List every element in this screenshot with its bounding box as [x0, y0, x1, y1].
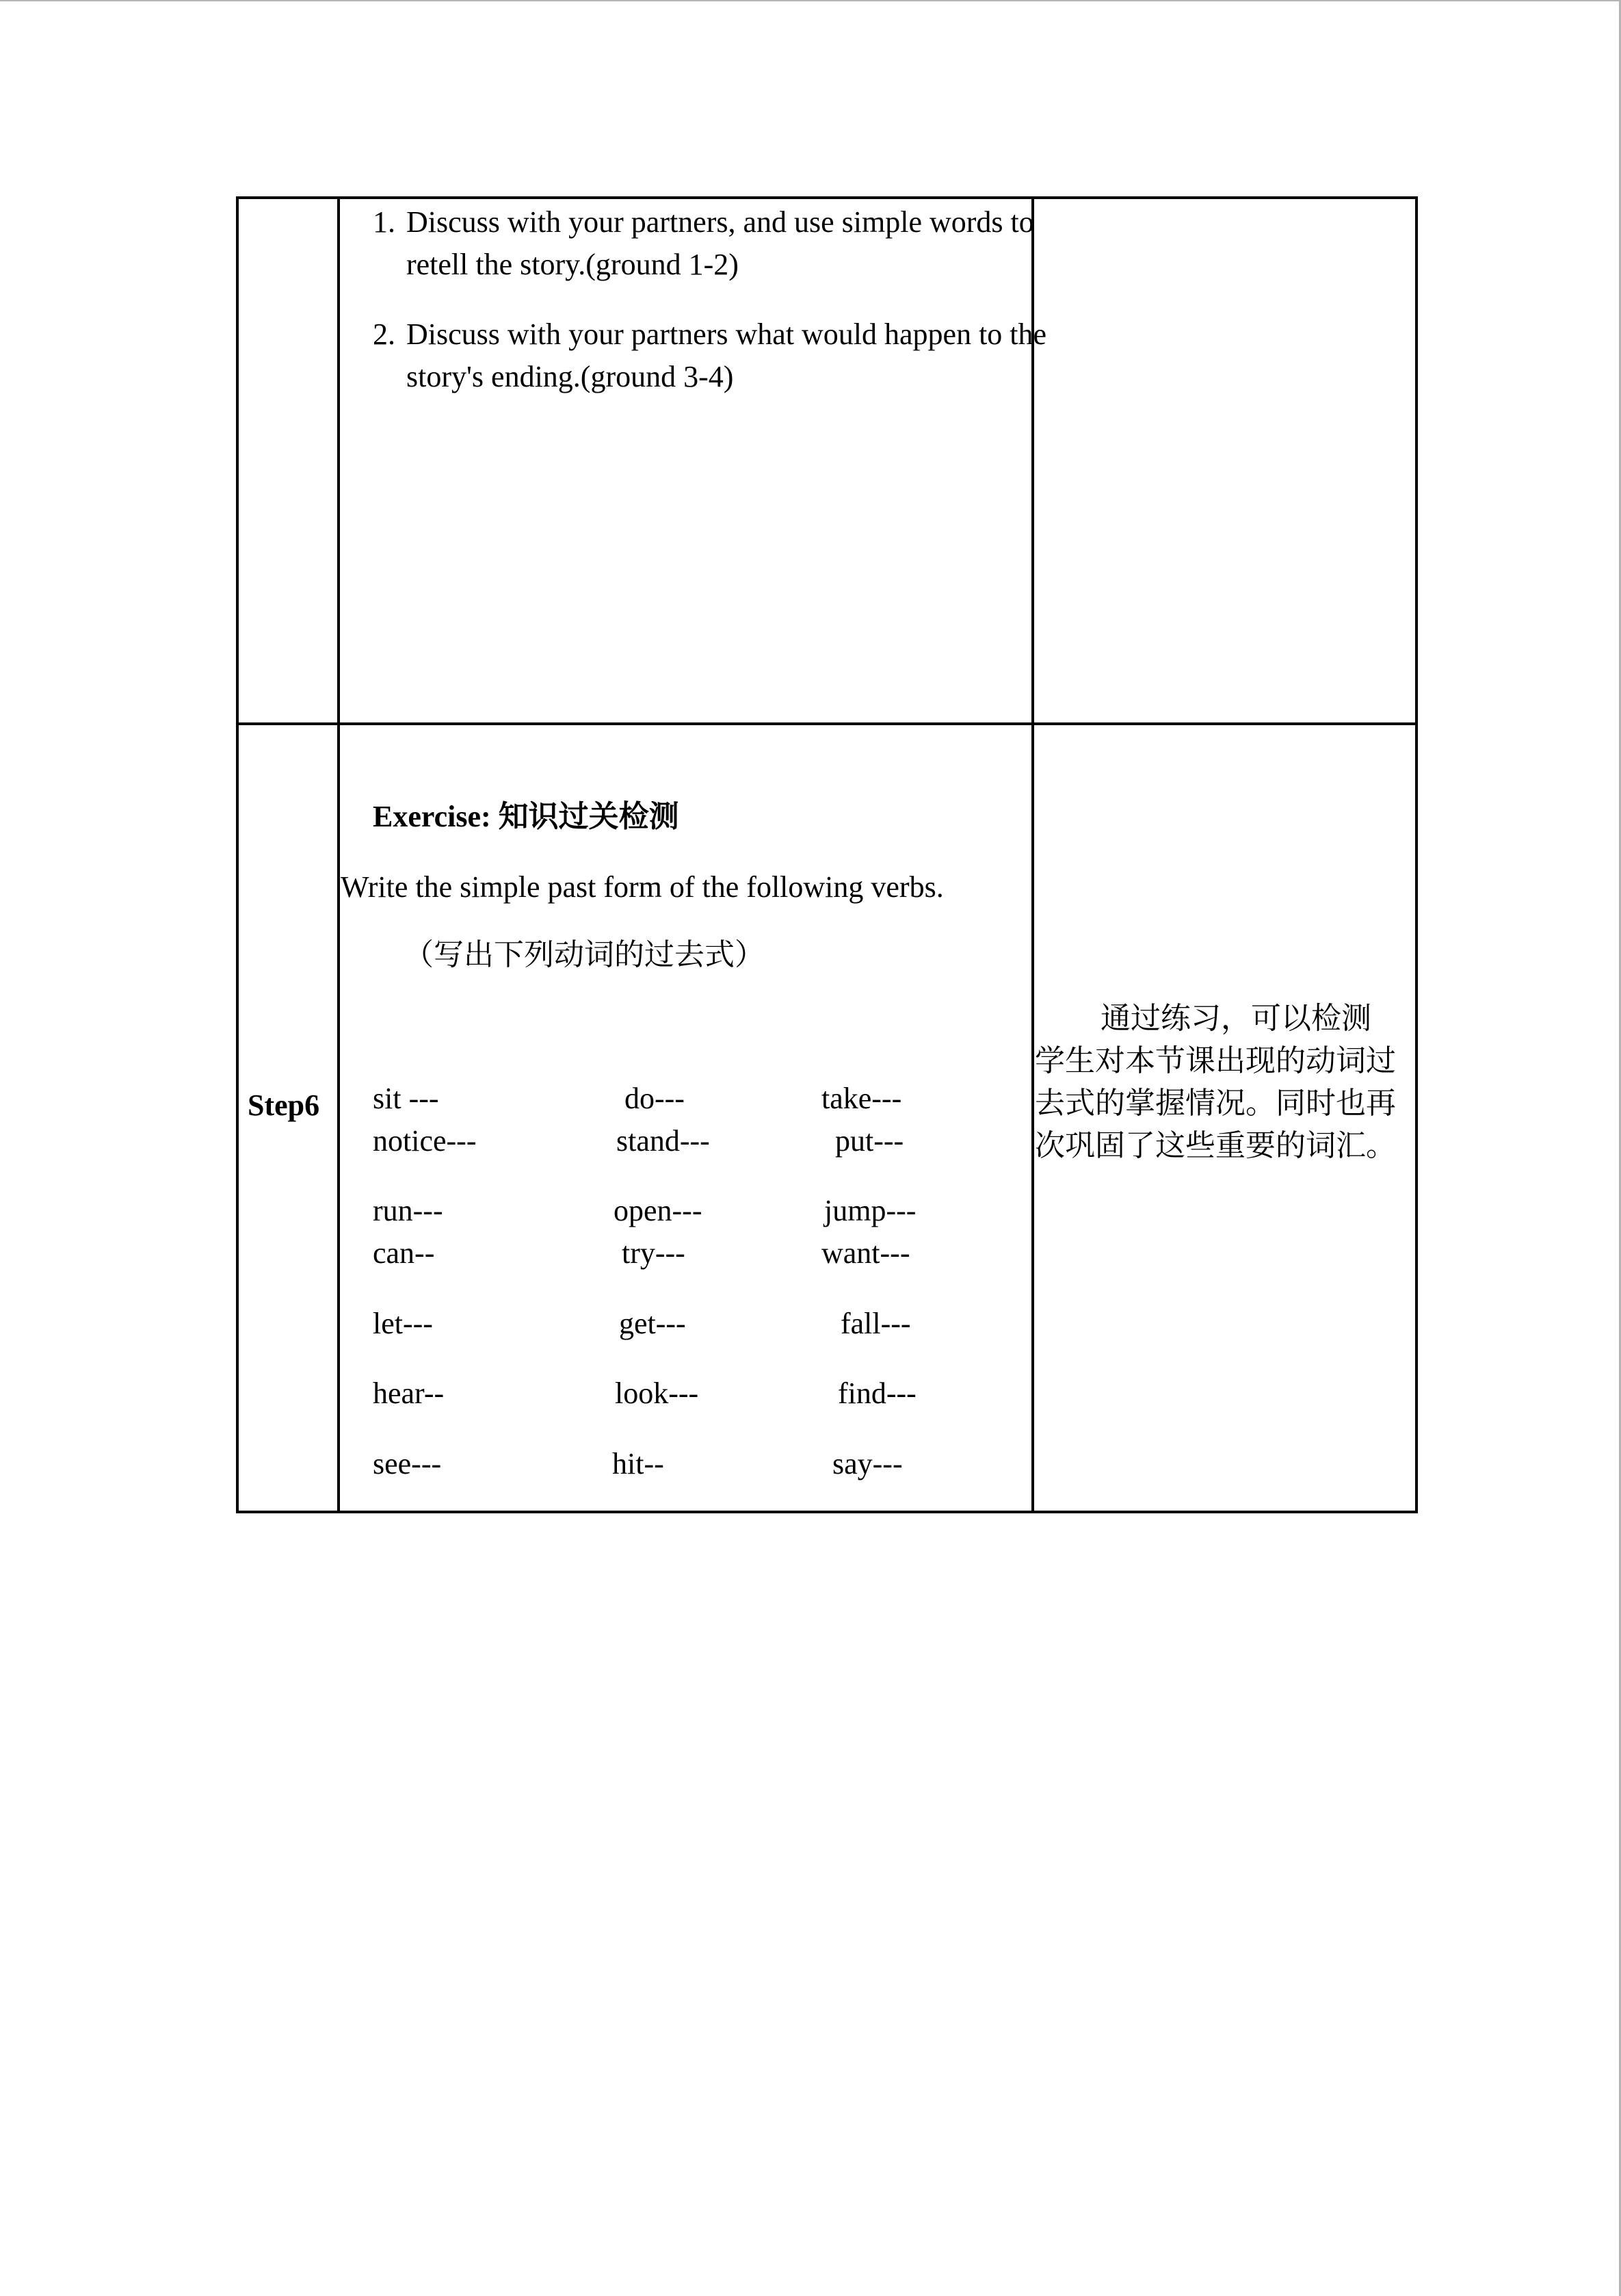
verb-item: let--- [373, 1307, 433, 1340]
table-border-left [236, 196, 239, 1513]
table-border-bottom [236, 1511, 1418, 1513]
verb-item: run--- [373, 1194, 443, 1227]
verb-item: take--- [821, 1082, 902, 1115]
table-border-top [236, 196, 1418, 199]
table-column-divider-1 [337, 196, 340, 1513]
table-border-right [1415, 196, 1418, 1513]
page-top-edge [0, 0, 1621, 1]
list-item-text: Discuss with your partners what would happen to the story's ending.(ground 3-4) [406, 317, 1047, 393]
verb-item: try--- [622, 1236, 685, 1270]
list-item-number: 2. [373, 317, 395, 351]
verb-item: put--- [835, 1124, 904, 1158]
verb-item: hear-- [373, 1377, 445, 1410]
exercise-instruction-cn: （写出下列动词的过去式） [404, 938, 765, 971]
verb-item: sit --- [373, 1082, 439, 1115]
table-row-divider [236, 722, 1418, 725]
exercise-instruction: Write the simple past form of the following verbs. [341, 870, 944, 904]
verb-item: find--- [838, 1377, 917, 1410]
verb-item: want--- [821, 1236, 910, 1270]
list-item-number: 1. [373, 205, 395, 239]
verb-item: notice--- [373, 1124, 477, 1158]
verb-item: stand--- [616, 1124, 710, 1158]
list-item-text: Discuss with your partners, and use simple words to retell the story.(ground 1-2) [406, 205, 1034, 281]
verb-item: get--- [619, 1307, 686, 1340]
verb-item: fall--- [841, 1307, 911, 1340]
verb-item: see--- [373, 1447, 442, 1480]
step-label: Step6 [248, 1088, 320, 1122]
exercise-title: Exercise: 知识过关检测 [373, 800, 679, 833]
verb-item: jump--- [824, 1194, 917, 1227]
verb-item: can-- [373, 1236, 435, 1270]
verb-item: look--- [615, 1377, 699, 1410]
verb-item: say--- [832, 1447, 903, 1480]
verb-item: hit-- [612, 1447, 664, 1480]
teaching-purpose-note: 通过练习，可以检测学生对本节课出现的动词过去式的掌握情况。同时也再次巩固了这些重要的词汇。 [1035, 1002, 1396, 1162]
verb-item: do--- [624, 1082, 685, 1115]
verb-item: open--- [614, 1194, 702, 1227]
